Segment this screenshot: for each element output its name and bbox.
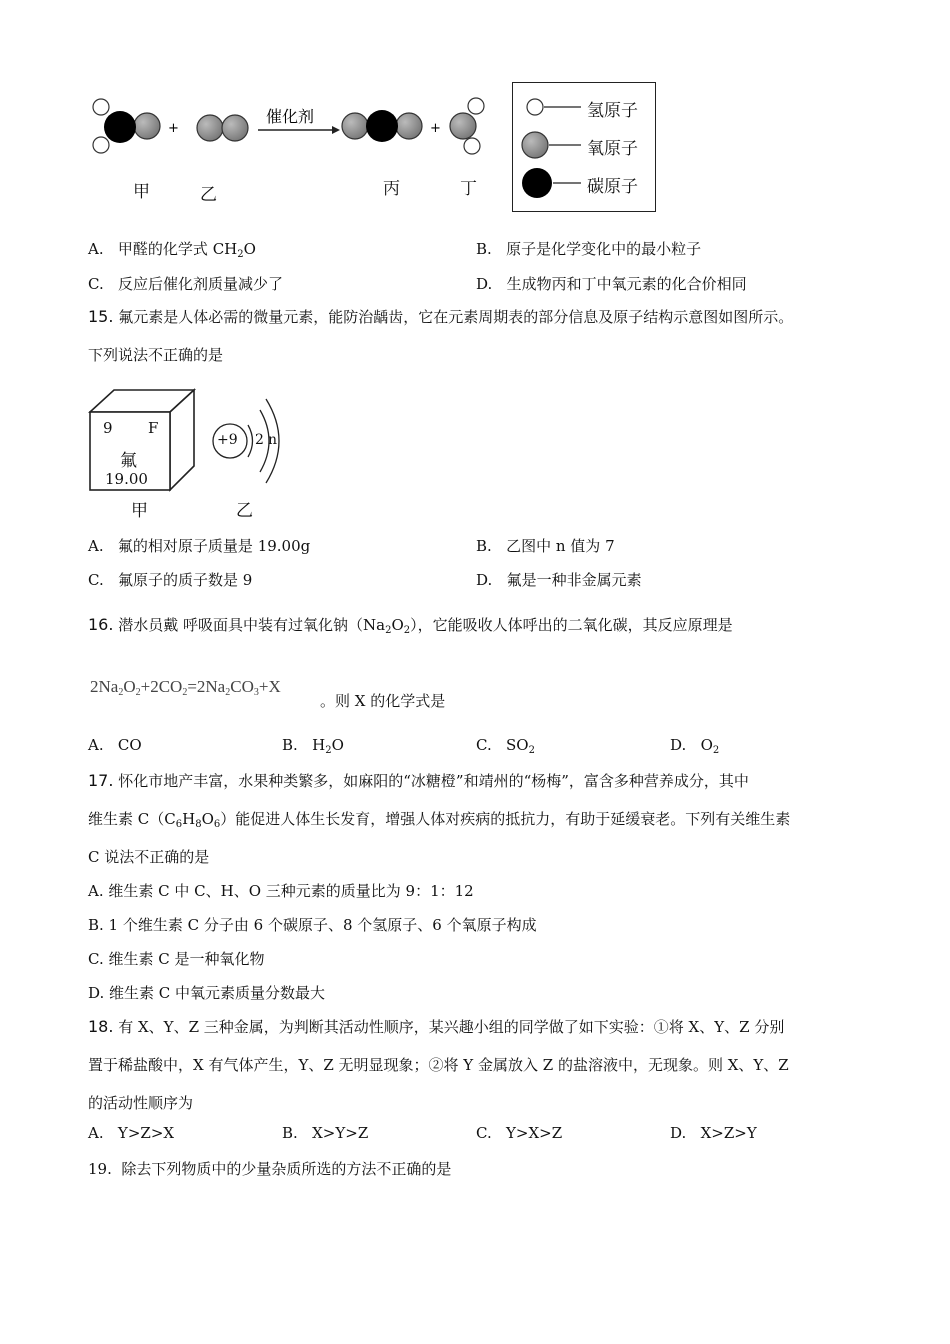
reaction-arrow bbox=[258, 126, 340, 134]
q19-stem: 19. 除去下列物质中的少量杂质所选的方法不正确的是 bbox=[88, 1160, 452, 1178]
shell2-electrons: n bbox=[268, 432, 278, 448]
label-jia: 甲 bbox=[133, 182, 150, 202]
q18-option-d[interactable]: D. X>Z>Y bbox=[670, 1124, 757, 1142]
legend-carbon: 碳原子 bbox=[587, 177, 638, 197]
molecule-carbon-dioxide bbox=[342, 110, 422, 142]
catalyst-label: 催化剂 bbox=[266, 107, 315, 126]
q15-stem-line2: 下列说法不正确的是 bbox=[88, 346, 224, 364]
q15-stem-line1: 15. 氟元素是人体必需的微量元素，能防治龋齿，它在元素周期表的部分信息及原子结构示意图如图所示。 bbox=[88, 307, 794, 326]
shell1-electrons: 2 bbox=[255, 432, 264, 448]
q18-option-a[interactable]: A. Y>Z>X bbox=[88, 1124, 175, 1142]
q14-option-c[interactable]: C. 反应后催化剂质量减少了 bbox=[88, 275, 284, 293]
q18-stem-line2: 置于稀盐酸中，X 有气体产生，Y、Z 无明显现象；②将 Y 金属放入 Z 的盐溶液中，无现象。则 X、Y、Z bbox=[88, 1056, 789, 1074]
carbon-symbol bbox=[522, 168, 552, 198]
q17-number: 17. bbox=[88, 771, 114, 790]
q18-stem-line3: 的活动性顺序为 bbox=[88, 1094, 194, 1112]
nucleus-charge: +9 bbox=[217, 432, 238, 448]
q17-stem-line2: 维生素 $C(C_6H_8O_6)$能促进人体生长发育，增强人体对疾病的抵抗力，有助于延缓衰老。下列有关维生素 bbox=[88, 810, 791, 830]
element-symbol: F bbox=[148, 419, 159, 437]
q17-option-c[interactable]: C. 维生素 C 是一种氧化物 bbox=[88, 950, 265, 968]
q14-option-d[interactable]: D. 生成物丙和丁中氧元素的化合价相同 bbox=[476, 275, 747, 293]
q19-number: 19. bbox=[88, 1160, 112, 1178]
molecule-water bbox=[450, 98, 484, 154]
label-cube-jia: 甲 bbox=[131, 501, 148, 521]
label-yi: 乙 bbox=[200, 185, 217, 205]
label-bing: 丙 bbox=[383, 179, 400, 199]
legend-oxygen: 氧原子 bbox=[587, 139, 638, 159]
reaction-equation: $2Na_2O_2+2CO_2=2Na_2CO_3+X$ bbox=[90, 677, 281, 698]
label-atom-yi: 乙 bbox=[236, 501, 253, 521]
q18-option-c[interactable]: C. Y>X>Z bbox=[476, 1124, 563, 1142]
atomic-mass: 19.00 bbox=[105, 470, 148, 488]
q15-option-c[interactable]: C. 氟原子的质子数是 9 bbox=[88, 571, 253, 589]
q15-option-d[interactable]: D. 氟是一种非金属元素 bbox=[476, 571, 642, 589]
molecule-formaldehyde bbox=[93, 99, 160, 153]
q16-equation-tail: 。则 X 的化学式是 bbox=[320, 692, 446, 710]
q16-option-b[interactable]: B. $H_2O$ bbox=[282, 736, 344, 756]
label-ding: 丁 bbox=[460, 179, 477, 199]
molecule-oxygen bbox=[197, 115, 248, 141]
q15-number: 15. bbox=[88, 307, 114, 326]
legend-hydrogen: 氢原子 bbox=[587, 101, 638, 121]
q16-option-a[interactable]: A. CO bbox=[88, 736, 142, 754]
plus-sign: + bbox=[430, 121, 441, 136]
q18-stem-line1: 18. 有 X、Y、Z 三种金属，为判断其活动性顺序，某兴趣小组的同学做了如下实验：①将 X、Y、Z 分别 bbox=[88, 1017, 785, 1036]
q15-option-a[interactable]: A. 氟的相对原子质量是 19.00g bbox=[88, 537, 311, 555]
q16-stem: 16. 潜水员戴 呼吸面具中装有过氧化钠$(Na_2O_2)$，它能吸收人体呼出的二氧化碳，其反应原理是 bbox=[88, 615, 733, 636]
plus-sign: + bbox=[168, 121, 179, 136]
q17-option-d[interactable]: D. 维生素 C 中氧元素质量分数最大 bbox=[88, 984, 326, 1002]
q14-option-a[interactable]: A. 甲醛的化学式 $CH_2O$ bbox=[88, 240, 256, 260]
q16-option-d[interactable]: D. $O_2$ bbox=[670, 736, 720, 756]
q17-option-b[interactable]: B. 1 个维生素 C 分子由 6 个碳原子、8 个氢原子、6 个氧原子构成 bbox=[88, 916, 537, 934]
hydrogen-symbol bbox=[527, 99, 543, 115]
legend-box bbox=[512, 82, 656, 212]
q18-number: 18. bbox=[88, 1017, 114, 1036]
element-name: 氟 bbox=[120, 451, 137, 471]
q18-option-b[interactable]: B. X>Y>Z bbox=[282, 1124, 369, 1142]
q16-number: 16. bbox=[88, 615, 114, 634]
q15-option-b[interactable]: B. 乙图中 n 值为 7 bbox=[476, 537, 615, 555]
q17-stem-line1: 17. 怀化市地产丰富，水果种类繁多，如麻阳的“冰糖橙”和靖州的“杨梅”，富含多种营养成分，其中 bbox=[88, 771, 749, 790]
q17-stem-line3: C 说法不正确的是 bbox=[88, 848, 210, 866]
q16-option-c[interactable]: C. $SO_2$ bbox=[476, 736, 535, 756]
q14-option-b[interactable]: B. 原子是化学变化中的最小粒子 bbox=[476, 240, 702, 258]
q17-option-a[interactable]: A. 维生素 C 中 C、H、O 三种元素的质量比为 9：1：12 bbox=[88, 882, 474, 900]
atomic-number: 9 bbox=[103, 419, 113, 437]
oxygen-symbol bbox=[522, 132, 548, 158]
